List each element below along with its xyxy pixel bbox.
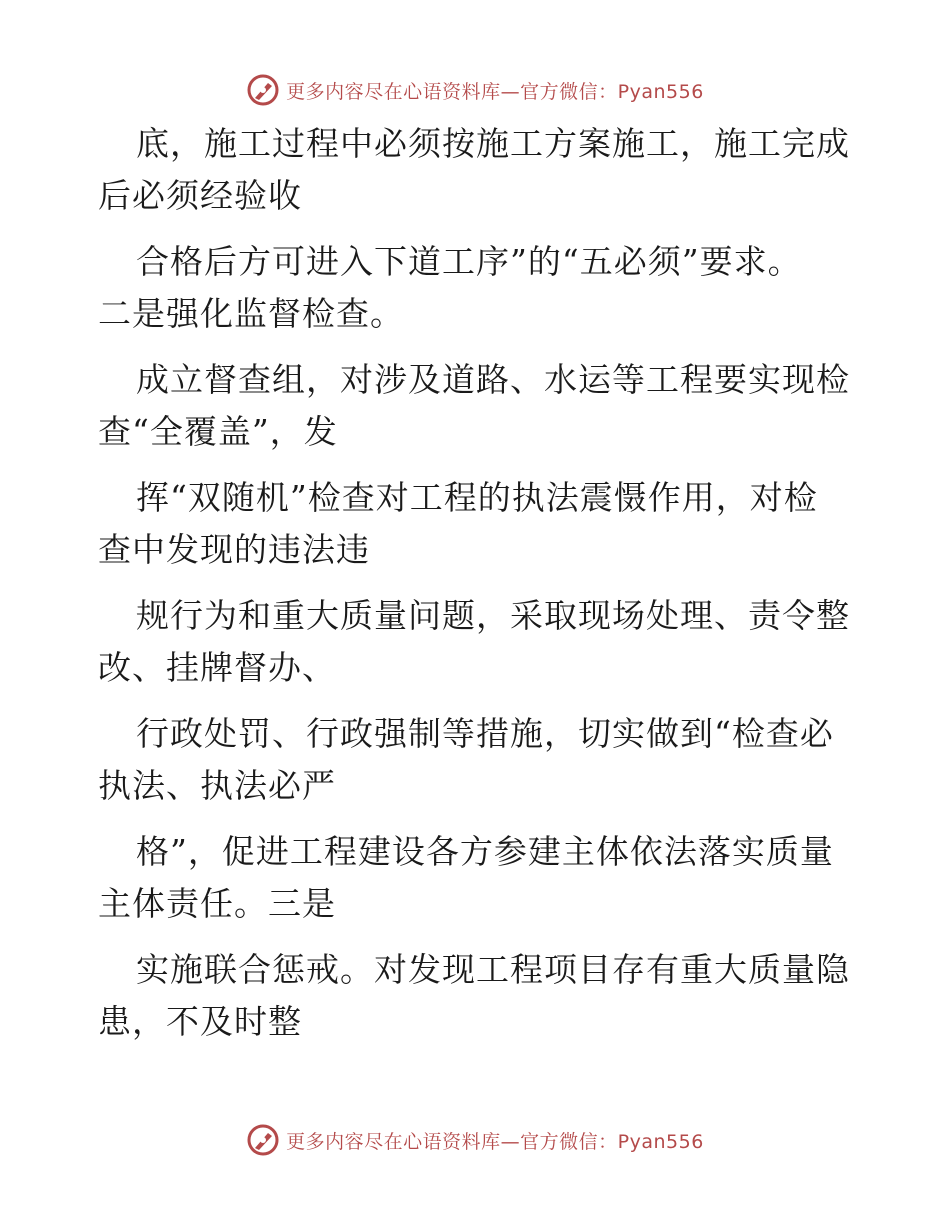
pen-logo-icon [246,73,280,107]
pen-logo-icon [246,1123,280,1157]
header-watermark [0,70,950,110]
footer-watermark [0,1120,950,1160]
paragraph: 底，施工过程中必须按施工方案施工，施工完成 后必须经验收 [98,124,850,215]
paragraph: 合格后方可进入下道工序”的“五必须”要求。 二是强化监督检查。 [98,242,802,333]
paragraph: 规行为和重大质量问题，采取现场处理、责令整 改、挂牌督办、 [98,596,850,687]
paragraph: 实施联合惩戒。对发现工程项目存有重大质量隐 患，不及时整 [98,950,850,1041]
document-body [98,118,858,1062]
paragraph: 挥“双随机”检查对工程的执法震慑作用，对检 查中发现的违法违 [98,478,818,569]
watermark-text: 更多内容尽在心语资料库—官方微信：Pyan556 [286,1130,704,1153]
paragraph: 成立督查组，对涉及道路、水运等工程要实现检 查“全覆盖”，发 [98,360,850,451]
watermark-text: 更多内容尽在心语资料库—官方微信：Pyan556 [286,80,704,103]
paragraph: 行政处罚、行政强制等措施，切实做到“检查必 执法、执法必严 [98,714,834,805]
paragraph: 格”，促进工程建设各方参建主体依法落实质量 主体责任。三是 [98,832,834,923]
